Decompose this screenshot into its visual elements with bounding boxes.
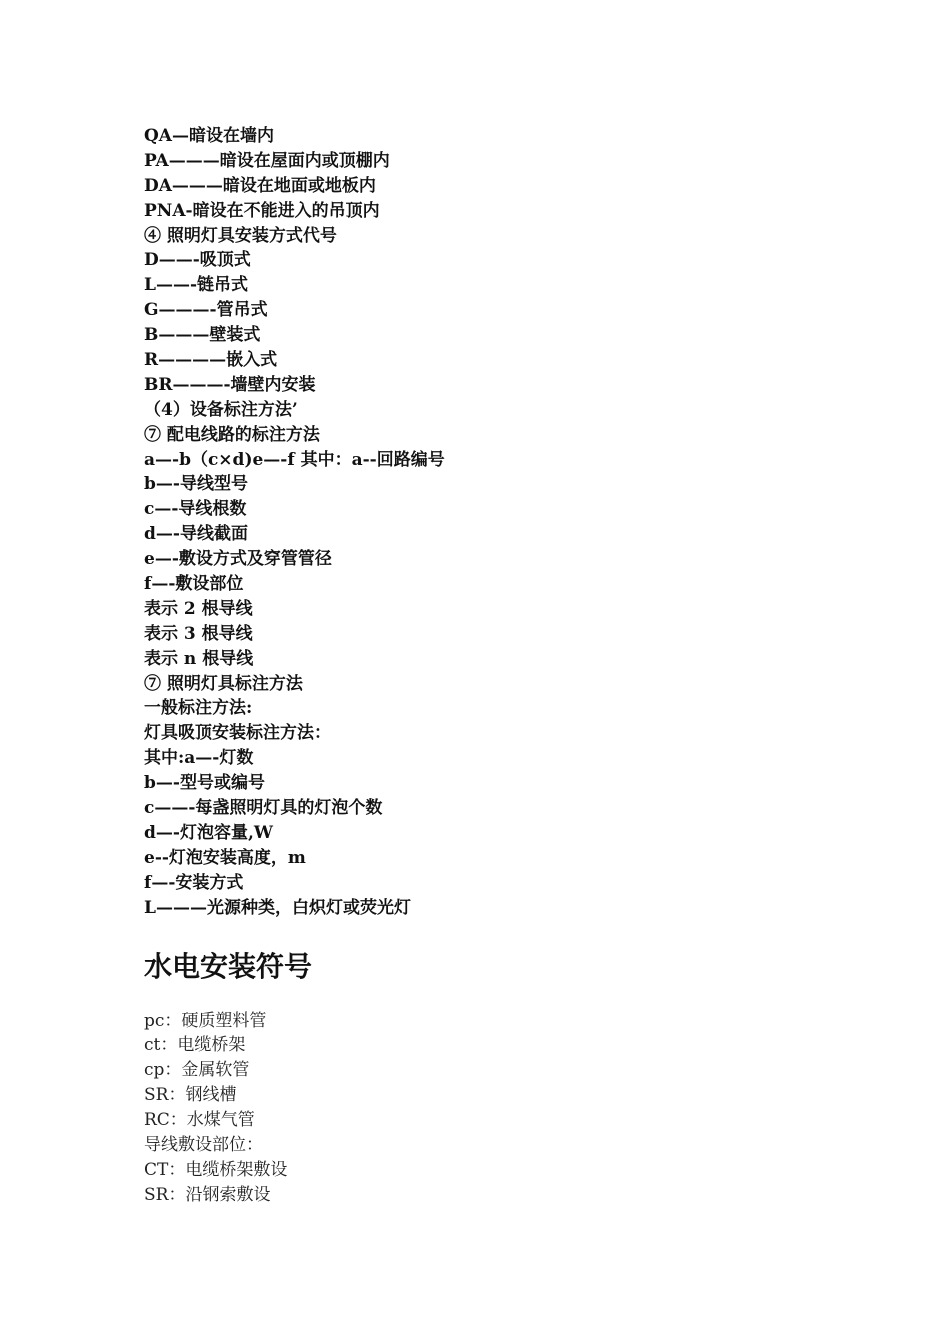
- list-item: L———光源种类，白炽灯或荧光灯: [144, 897, 411, 918]
- list-item: B———壁装式: [144, 325, 261, 346]
- list-item: 表示 2 根导线: [144, 598, 253, 619]
- list-item: QA—暗设在墙内: [144, 126, 274, 146]
- list-item: CT：电缆桥架敷设: [144, 1159, 288, 1180]
- list-item: DA———暗设在地面或地板内: [144, 175, 376, 196]
- list-item: c—-导线根数: [144, 499, 247, 520]
- list-item: 表示 n 根导线: [144, 648, 254, 669]
- list-item: 表示 3 根导线: [144, 623, 253, 644]
- list-item: G———-管吊式: [144, 300, 268, 321]
- list-item: d—-导线截面: [144, 524, 248, 545]
- list-item: D——-吸顶式: [144, 250, 251, 271]
- list-item: pc：硬质塑料管: [144, 1010, 267, 1031]
- symbol-list: [144, 1009, 864, 1208]
- page-heading: 水电安装符号: [144, 949, 313, 983]
- list-item: f—-安装方式: [144, 872, 244, 893]
- section-heading: ④ 照明灯具安装方式代号: [144, 225, 337, 246]
- list-item: b—-导线型号: [144, 474, 248, 495]
- notation-list: [144, 124, 864, 921]
- list-item: d—-灯泡容量,W: [144, 822, 273, 843]
- section-heading: ⑦ 照明灯具标注方法: [144, 673, 303, 694]
- list-item: 灯具吸顶安装标注方法：: [144, 723, 331, 744]
- list-item: b—-型号或编号: [144, 773, 265, 794]
- list-item: 导线敷设部位：: [144, 1134, 263, 1155]
- list-item: L——-链吊式: [144, 275, 249, 296]
- list-item: SR：钢线槽: [144, 1085, 237, 1106]
- list-item: BR———-墙壁内安装: [144, 374, 316, 395]
- list-item: c——-每盏照明灯具的灯泡个数: [144, 798, 383, 819]
- list-item: 其中:a—-灯数: [144, 748, 254, 769]
- list-item: RC：水煤气管: [144, 1110, 255, 1131]
- list-item: cp：金属软管: [144, 1060, 250, 1081]
- list-item: f—-敷设部位: [144, 574, 244, 595]
- section-heading: ⑦ 配电线路的标注方法: [144, 424, 320, 445]
- list-item: ct：电缆桥架: [144, 1035, 246, 1056]
- section-heading: （4）设备标注方法’: [144, 399, 298, 420]
- list-item: e—-敷设方式及穿管管径: [144, 549, 332, 570]
- list-item: PA———暗设在屋面内或顶棚内: [144, 150, 390, 171]
- list-item: 一般标注方法:: [144, 698, 253, 719]
- document-page: [144, 124, 864, 1208]
- list-item: SR：沿钢索敷设: [144, 1184, 271, 1205]
- list-item: a—-b（c×d)e—-f 其中：a--回路编号: [144, 449, 445, 470]
- list-item: e--灯泡安装高度，m: [144, 847, 306, 868]
- list-item: PNA-暗设在不能进入的吊顶内: [144, 200, 380, 221]
- list-item: R————嵌入式: [144, 350, 278, 371]
